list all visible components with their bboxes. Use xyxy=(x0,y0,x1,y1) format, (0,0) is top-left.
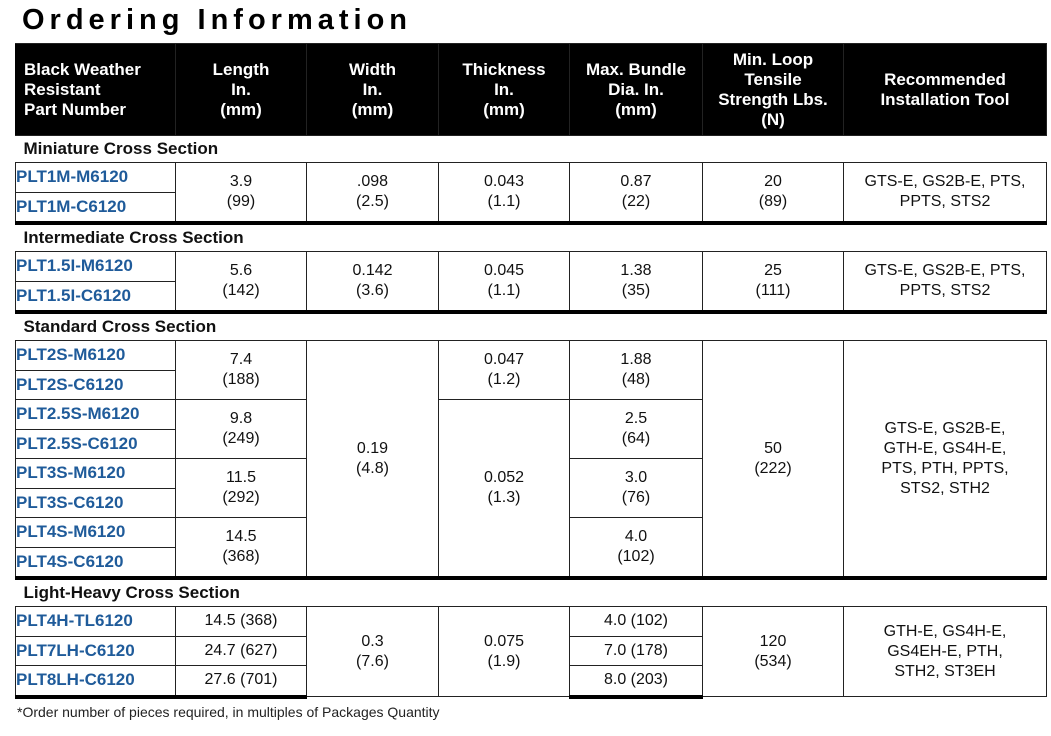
length-cell: 14.5 (368) xyxy=(176,518,307,579)
ordering-table xyxy=(15,43,1047,699)
width-cell: 0.142 (3.6) xyxy=(307,252,439,313)
tool-cell: GTS-E, GS2B-E, PTS, PPTS, STS2 xyxy=(844,252,1047,313)
width-cell: 0.19 (4.8) xyxy=(307,341,439,579)
section-row-intermediate xyxy=(16,223,1047,252)
tensile-cell: 120 (534) xyxy=(703,607,844,697)
thickness-cell: 0.047 (1.2) xyxy=(439,341,570,400)
table-row xyxy=(16,252,1047,282)
length-cell: 24.7 (627) xyxy=(176,636,307,666)
part-number[interactable]: PLT4S-C6120 xyxy=(16,547,176,578)
part-number[interactable]: PLT4S-M6120 xyxy=(16,518,176,548)
length-cell: 9.8 (249) xyxy=(176,400,307,459)
tensile-cell: 20 (89) xyxy=(703,163,844,224)
part-number[interactable]: PLT2S-C6120 xyxy=(16,370,176,400)
table-row xyxy=(16,163,1047,193)
part-number[interactable]: PLT1M-C6120 xyxy=(16,192,176,223)
header-row xyxy=(16,44,1047,136)
part-number[interactable]: PLT2.5S-M6120 xyxy=(16,400,176,430)
thickness-cell: 0.075 (1.9) xyxy=(439,607,570,697)
part-number[interactable]: PLT7LH-C6120 xyxy=(16,636,176,666)
width-cell: 0.3 (7.6) xyxy=(307,607,439,697)
section-title: Miniature Cross Section xyxy=(16,136,1047,163)
header-thickness: Thickness In. (mm) xyxy=(439,44,570,136)
part-number[interactable]: PLT8LH-C6120 xyxy=(16,666,176,697)
tool-cell: GTH-E, GS4H-E, GS4EH-E, PTH, STH2, ST3EH xyxy=(844,607,1047,697)
thickness-cell: 0.045 (1.1) xyxy=(439,252,570,313)
section-row-light-heavy xyxy=(16,578,1047,607)
section-row-miniature xyxy=(16,136,1047,163)
thickness-cell: 0.052 (1.3) xyxy=(439,400,570,579)
width-cell: .098 (2.5) xyxy=(307,163,439,224)
length-cell: 7.4 (188) xyxy=(176,341,307,400)
section-title: Intermediate Cross Section xyxy=(16,223,1047,252)
header-width: Width In. (mm) xyxy=(307,44,439,136)
section-title: Light-Heavy Cross Section xyxy=(16,578,1047,607)
part-number[interactable]: PLT1M-M6120 xyxy=(16,163,176,193)
length-cell: 5.6 (142) xyxy=(176,252,307,313)
tool-cell: GTS-E, GS2B-E, GTH-E, GS4H-E, PTS, PTH, PPTS, STS2, STH2 xyxy=(844,341,1047,579)
part-number[interactable]: PLT3S-M6120 xyxy=(16,459,176,489)
length-cell: 14.5 (368) xyxy=(176,607,307,637)
section-row-standard xyxy=(16,312,1047,341)
part-number[interactable]: PLT3S-C6120 xyxy=(16,488,176,518)
tool-cell: GTS-E, GS2B-E, PTS, PPTS, STS2 xyxy=(844,163,1047,224)
header-part-number: Black Weather Resistant Part Number xyxy=(16,44,176,136)
length-cell: 11.5 (292) xyxy=(176,459,307,518)
bundle-cell: 3.0 (76) xyxy=(570,459,703,518)
header-bundle: Max. Bundle Dia. In. (mm) xyxy=(570,44,703,136)
footnote: *Order number of pieces required, in multiples of Packages Quantity xyxy=(17,704,440,720)
table-row xyxy=(16,607,1047,637)
bundle-cell: 2.5 (64) xyxy=(570,400,703,459)
bundle-cell: 1.88 (48) xyxy=(570,341,703,400)
part-number[interactable]: PLT1.5I-C6120 xyxy=(16,281,176,312)
part-number[interactable]: PLT2.5S-C6120 xyxy=(16,429,176,459)
length-cell: 3.9 (99) xyxy=(176,163,307,224)
table-row xyxy=(16,341,1047,371)
bundle-cell: 4.0 (102) xyxy=(570,607,703,637)
thickness-cell: 0.043 (1.1) xyxy=(439,163,570,224)
length-cell: 27.6 (701) xyxy=(176,666,307,697)
bundle-cell: 4.0 (102) xyxy=(570,518,703,579)
bundle-cell: 1.38 (35) xyxy=(570,252,703,313)
header-tensile: Min. Loop Tensile Strength Lbs. (N) xyxy=(703,44,844,136)
header-tool: Recommended Installation Tool xyxy=(844,44,1047,136)
section-title: Standard Cross Section xyxy=(16,312,1047,341)
part-number[interactable]: PLT4H-TL6120 xyxy=(16,607,176,637)
part-number[interactable]: PLT2S-M6120 xyxy=(16,341,176,371)
page-title: Ordering Information xyxy=(22,4,412,36)
header-length: Length In. (mm) xyxy=(176,44,307,136)
tensile-cell: 50 (222) xyxy=(703,341,844,579)
bundle-cell: 8.0 (203) xyxy=(570,666,703,697)
part-number[interactable]: PLT1.5I-M6120 xyxy=(16,252,176,282)
bundle-cell: 0.87 (22) xyxy=(570,163,703,224)
tensile-cell: 25 (111) xyxy=(703,252,844,313)
bundle-cell: 7.0 (178) xyxy=(570,636,703,666)
